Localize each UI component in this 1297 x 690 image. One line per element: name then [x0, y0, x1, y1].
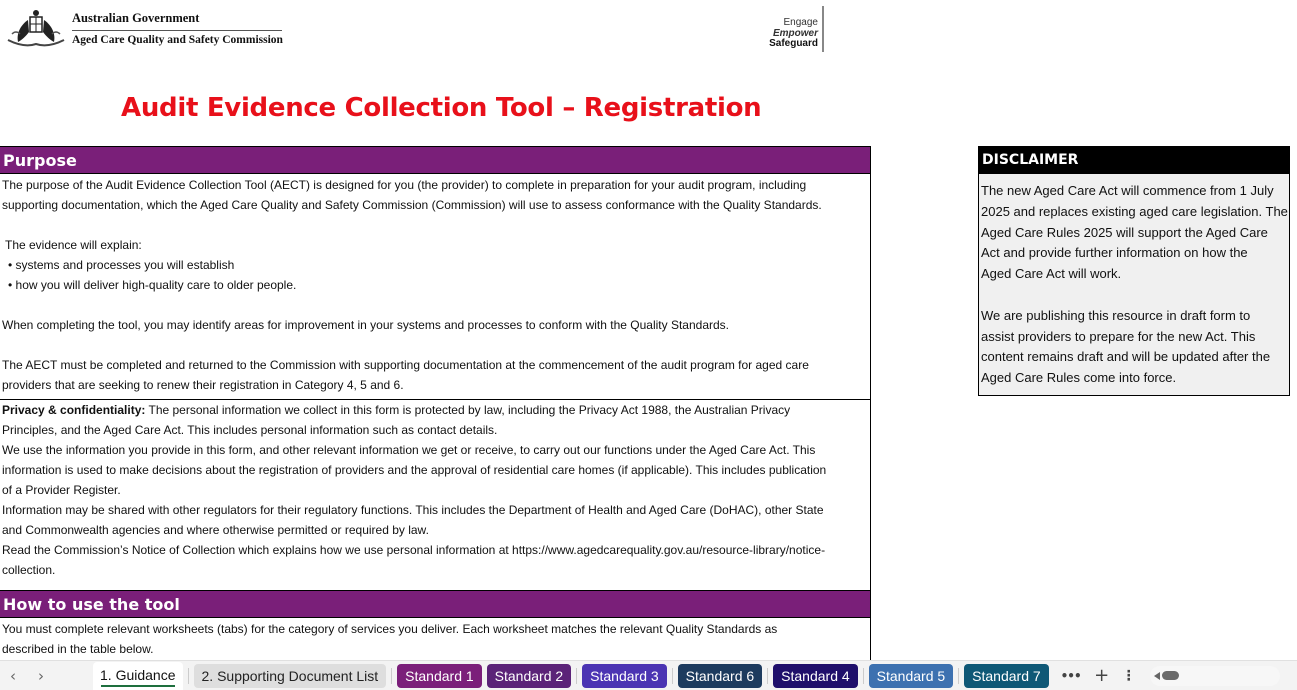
disclaimer-text: content remains draft and will be updated after the: [981, 349, 1271, 365]
disclaimer-text: We are publishing this resource in draft form to: [981, 307, 1251, 323]
guidance-content: [0, 146, 871, 660]
how-to-heading: How to use the tool: [0, 590, 870, 618]
aect-return-text-2: providers that are seeking to renew their registration in Category 4, 5 and 6.: [2, 378, 404, 392]
purpose-cell[interactable]: [0, 174, 870, 400]
page-title: Audit Evidence Collection Tool – Registration: [121, 93, 762, 123]
tagline-safeguard: Safeguard: [769, 38, 818, 49]
how-to-cell[interactable]: [0, 618, 870, 660]
disclaimer-text: Aged Care Rules 2025 will support the Aged Care: [981, 224, 1268, 240]
disclaimer-text: The new Aged Care Act will commence from 1 July: [981, 183, 1274, 198]
privacy-text: and Commonwealth agencies and where otherwise permitted or required by law.: [2, 523, 429, 537]
tagline-engage: Engage: [783, 17, 818, 28]
privacy-text: of a Provider Register.: [2, 483, 121, 497]
sheet-tab-standard-6[interactable]: Standard 6: [678, 664, 763, 688]
purpose-heading: Purpose: [0, 146, 870, 174]
tab-separator: [188, 668, 189, 684]
privacy-text: Principles, and the Aged Care Act. This includes personal information such as contact details.: [2, 423, 498, 437]
disclaimer-text: 2025 and replaces existing aged care legislation. The: [981, 203, 1288, 219]
chevron-left-icon[interactable]: ‹: [10, 666, 16, 685]
sheet-tab-standard-2[interactable]: Standard 2: [487, 664, 572, 688]
privacy-label: Privacy & confidentiality:: [2, 403, 146, 417]
tab-separator: [672, 668, 673, 684]
sheet-tab-supporting-document-list[interactable]: 2. Supporting Document List: [194, 664, 387, 688]
chevron-right-icon[interactable]: ›: [38, 666, 44, 685]
gov-line-1: Australian Government: [72, 11, 282, 31]
disclaimer-text: Aged Care Rules come into force.: [981, 370, 1177, 386]
improvement-text: When completing the tool, you may identify areas for improvement in your systems and processes to conform with the Quality Standards.: [2, 318, 730, 332]
more-sheets-icon[interactable]: •••: [1060, 668, 1081, 683]
coat-of-arms-icon: [4, 4, 68, 52]
purpose-text-2: supporting documentation, which the Aged Care Quality and Safety Commission (Commission) will use to assess conformance with the Quality Standards.: [2, 198, 822, 212]
scrollbar-thumb[interactable]: [1162, 671, 1179, 680]
evidence-bullet: • systems and processes you will establish: [8, 258, 235, 272]
aect-return-text-1: The AECT must be completed and returned to the Commission with supporting documentation at the commencement of the audit program for aged care: [2, 358, 809, 372]
tab-separator: [576, 668, 577, 684]
tab-separator: [863, 668, 864, 684]
disclaimer-box[interactable]: [978, 146, 1290, 396]
tagline-divider: [822, 6, 824, 52]
sheet-tab-standard-3[interactable]: Standard 3: [582, 664, 667, 688]
scroll-left-icon[interactable]: [1154, 672, 1160, 680]
how-to-text-1: You must complete relevant worksheets (tabs) for the category of services you deliver. Each worksheet matches the relevant Quality Standards as: [2, 622, 778, 636]
australian-government-logo: [4, 4, 283, 52]
privacy-cell[interactable]: [0, 400, 870, 590]
sheet-tab-standard-4[interactable]: Standard 4: [773, 664, 858, 688]
disclaimer-heading: DISCLAIMER: [979, 147, 1289, 174]
tab-separator: [391, 668, 392, 684]
tab-separator: [958, 668, 959, 684]
gov-line-2: Aged Care Quality and Safety Commission: [72, 33, 283, 46]
sheet-options-icon[interactable]: ⋮: [1121, 667, 1136, 684]
evidence-bullet: • how you will deliver high-quality care to older people.: [8, 278, 297, 292]
tab-separator: [767, 668, 768, 684]
commission-tagline: [762, 18, 818, 50]
privacy-text: information is used to make decisions about the registration of providers and the approval of residential care homes (if applicable). This includes publication: [2, 463, 827, 477]
purpose-text-1: The purpose of the Audit Evidence Collection Tool (AECT) is designed for you (the provider) to complete in preparation for your audit program, including: [2, 178, 807, 192]
how-to-text-2: described in the table below.: [2, 642, 154, 656]
privacy-text: The personal information we collect in this form is protected by law, including the Privacy Act 1988, the Australian Privacy: [145, 403, 791, 417]
privacy-text: We use the information you provide in this form, and other relevant information we get or receive, to carry out our functions under the Aged Care Act. This: [2, 443, 816, 457]
privacy-text: Read the Commission’s Notice of Collection which explains how we use personal information at https://www.agedcarequality.gov.au/resource-library/notice-: [2, 543, 826, 557]
add-sheet-icon[interactable]: +: [1094, 665, 1110, 686]
sheet-tab-standard-1[interactable]: Standard 1: [397, 664, 482, 688]
sheet-tabs: [93, 662, 1054, 690]
privacy-text: Information may be shared with other regulators for their regulatory functions. This includes the Department of Health and Aged Care (DoHAC), other State: [2, 503, 824, 517]
evidence-intro: The evidence will explain:: [5, 238, 142, 252]
horizontal-scrollbar[interactable]: [1150, 666, 1280, 686]
sheet-tab-guidance[interactable]: 1. Guidance: [93, 662, 183, 690]
tagline-empower: Empower: [772, 27, 818, 39]
sheet-tab-standard-5[interactable]: Standard 5: [869, 664, 954, 688]
privacy-text: collection.: [2, 563, 56, 577]
disclaimer-text: Act and provide further information on how the: [981, 245, 1248, 261]
sheet-tab-bar: [0, 660, 1297, 690]
disclaimer-text: assist providers to prepare for the new Act. This: [981, 328, 1256, 344]
disclaimer-text: Aged Care Act will work.: [981, 266, 1122, 282]
sheet-tab-standard-7[interactable]: Standard 7: [964, 664, 1049, 688]
